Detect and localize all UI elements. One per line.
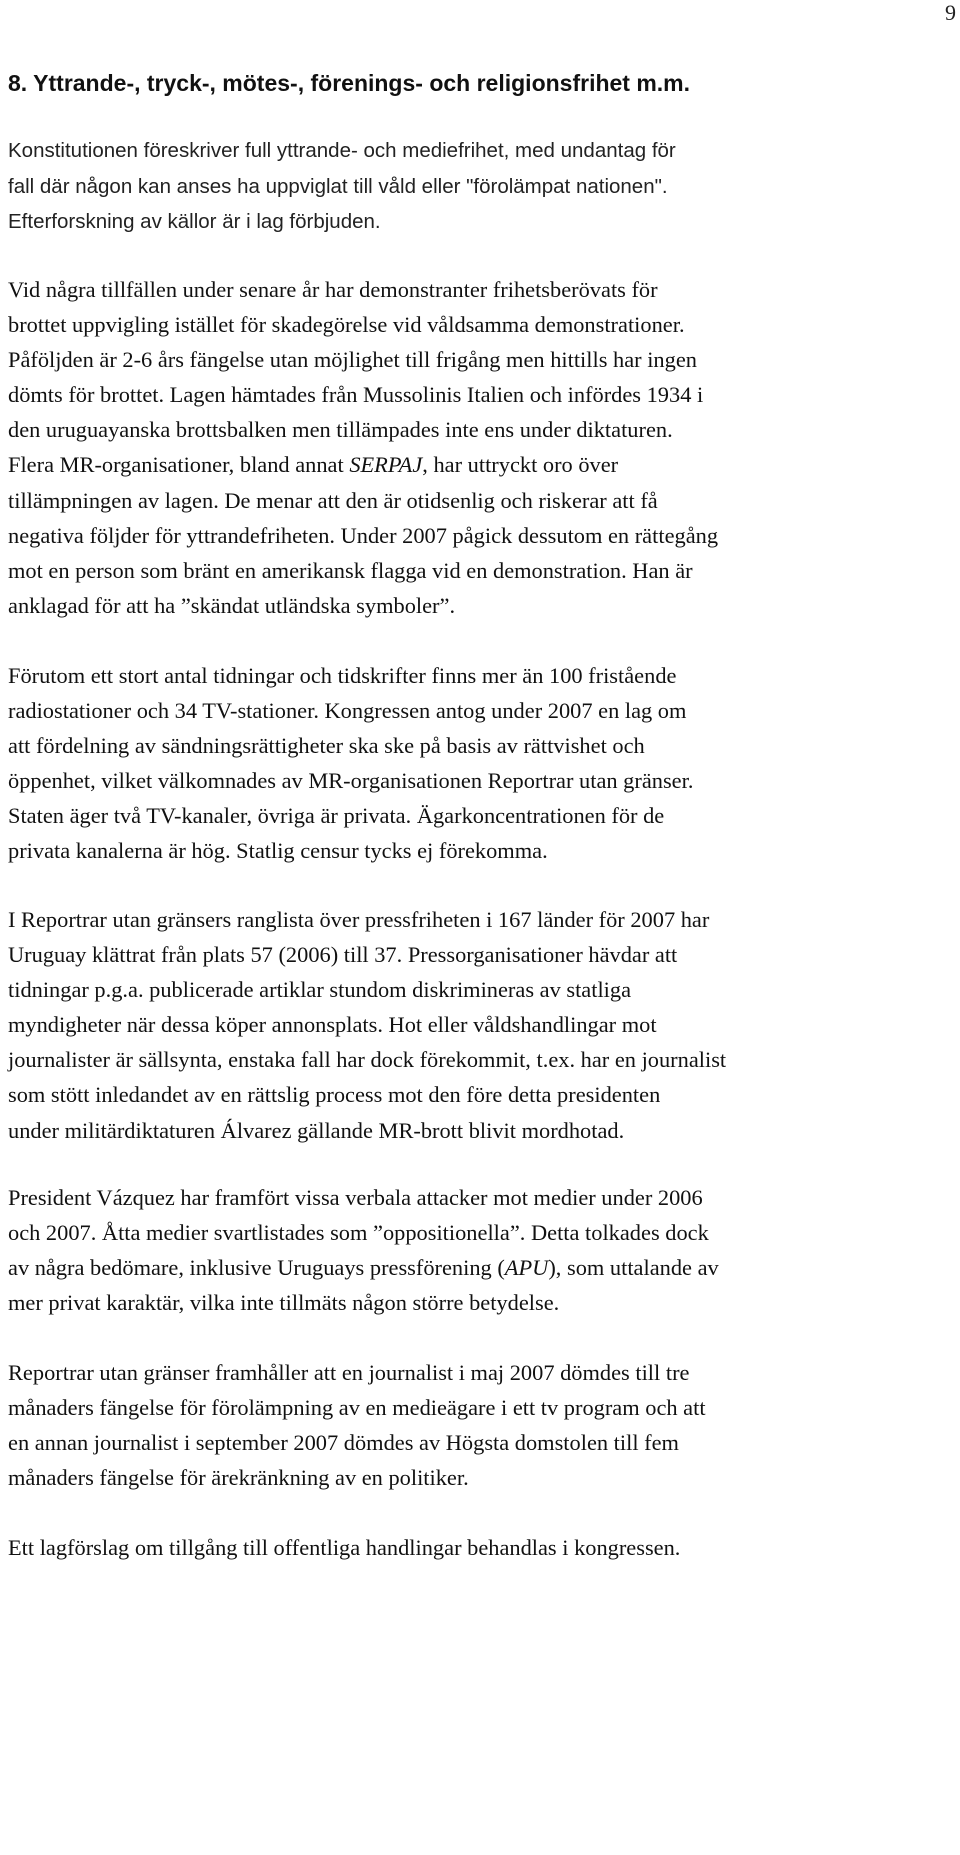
text-line: Vid några tillfällen under senare år har demonstranter frihetsberövats för xyxy=(8,277,658,302)
text-line: Ett lagförslag om tillgång till offentliga handlingar behandlas i kongressen. xyxy=(8,1535,681,1560)
text-line: en annan journalist i september 2007 dömdes av Högsta domstolen till fem xyxy=(8,1430,679,1456)
text-line: brottet uppvigling istället för skadegörelse vid våldsamma demonstrationer. xyxy=(8,312,685,338)
paragraph-access-law xyxy=(8,1530,956,1565)
paragraph-convictions xyxy=(8,1355,956,1495)
text-line: den uruguayanska brottsbalken men tillämpades inte ens under diktaturen. xyxy=(8,417,673,443)
text-line: att fördelning av sändningsrättigheter ska ske på basis av rättvishet och xyxy=(8,733,645,759)
paragraph-president-attacks xyxy=(8,1180,956,1320)
text-line: anklagad för att ha ”skändat utländska symboler”. xyxy=(8,592,456,618)
text-line: mot en person som bränt en amerikansk flagga vid en demonstration. Han är xyxy=(8,557,693,583)
text-segment: Flera MR-organisationer, bland annat xyxy=(8,452,350,478)
apu-emphasis: APU xyxy=(504,1255,549,1281)
text-line: månaders fängelse för ärekränkning av en politiker. xyxy=(8,1465,469,1491)
text-line: mer privat karaktär, vilka inte tillmäts någon större betydelse. xyxy=(8,1290,560,1316)
text-line: dömts för brottet. Lagen hämtades från Mussolinis Italien och infördes 1934 i xyxy=(8,382,704,408)
text-line: I Reportrar utan gränsers ranglista över pressfriheten i 167 länder för 2007 har xyxy=(8,907,710,932)
text-line: och 2007. Åtta medier svartlistades som ”oppositionella”. Detta tolkades dock xyxy=(8,1220,709,1246)
paragraph-media-freedom xyxy=(8,133,956,240)
text-line: myndigheter när dessa köper annonsplats. Hot eller våldshandlingar mot xyxy=(8,1012,657,1038)
text-line xyxy=(8,447,956,482)
text-line: Uruguay klättrat från plats 57 (2006) till 37. Pressorganisationer hävdar att xyxy=(8,942,678,968)
text-line: negativa följder för yttrandefriheten. Under 2007 pågick dessutom en rättegång xyxy=(8,522,719,548)
text-line: Reportrar utan gränser framhåller att en journalist i maj 2007 dömdes till tre xyxy=(8,1360,690,1385)
text-line: som stött inledandet av en rättslig process mot den före detta presidenten xyxy=(8,1082,661,1108)
paragraph-broadcasting xyxy=(8,658,956,869)
section-heading: 8. Yttrande-, tryck-, mötes-, förenings- och religionsfrihet m.m. xyxy=(8,70,691,96)
text-line: fall där någon kan anses ha uppviglat till våld eller "förolämpat nationen". xyxy=(8,174,668,198)
text-line: Förutom ett stort antal tidningar och tidskrifter finns mer än 100 fristående xyxy=(8,663,677,688)
text-line: Efterforskning av källor är i lag förbjuden. xyxy=(8,210,381,233)
text-line: President Vázquez har framfört vissa verbala attacker mot medier under 2006 xyxy=(8,1185,703,1210)
text-line: tidningar p.g.a. publicerade artiklar stundom diskrimineras av statliga xyxy=(8,977,632,1003)
text-line: tillämpningen av lagen. De menar att den är otidsenlig och riskerar att få xyxy=(8,487,658,513)
text-line: Staten äger två TV-kanaler, övriga är privata. Ägarkoncentrationen för de xyxy=(8,803,665,829)
paragraph-press-ranking xyxy=(8,902,956,1148)
text-line: privata kanalerna är hög. Statlig censur tycks ej förekomma. xyxy=(8,838,548,864)
text-line: radiostationer och 34 TV-stationer. Kongressen antog under 2007 en lag om xyxy=(8,698,687,724)
text-segment: av några bedömare, inklusive Uruguays pressförening ( xyxy=(8,1255,505,1281)
text-line: under militärdiktaturen Álvarez gällande MR-brott blivit mordhotad. xyxy=(8,1117,625,1143)
text-line: månaders fängelse för förolämpning av en medieägare i ett tv program och att xyxy=(8,1395,706,1421)
text-line: Konstitutionen föreskriver full yttrande- och mediefrihet, med undantag för xyxy=(8,139,676,162)
serpaj-emphasis: SERPAJ xyxy=(349,452,423,478)
text-line: Påföljden är 2-6 års fängelse utan möjlighet till frigång men hittills har ingen xyxy=(8,347,697,373)
page-number: 9 xyxy=(945,0,956,25)
text-line: öppenhet, vilket välkomnades av MR-organisationen Reportrar utan gränser. xyxy=(8,768,694,794)
text-segment: , har uttryckt oro över xyxy=(422,452,619,478)
text-line: journalister är sällsynta, enstaka fall har dock förekommit, t.ex. har en journalist xyxy=(8,1047,727,1073)
text-segment: ), som uttalande av xyxy=(548,1255,719,1281)
paragraph-incitement-law xyxy=(8,272,956,623)
text-line xyxy=(8,1250,956,1285)
